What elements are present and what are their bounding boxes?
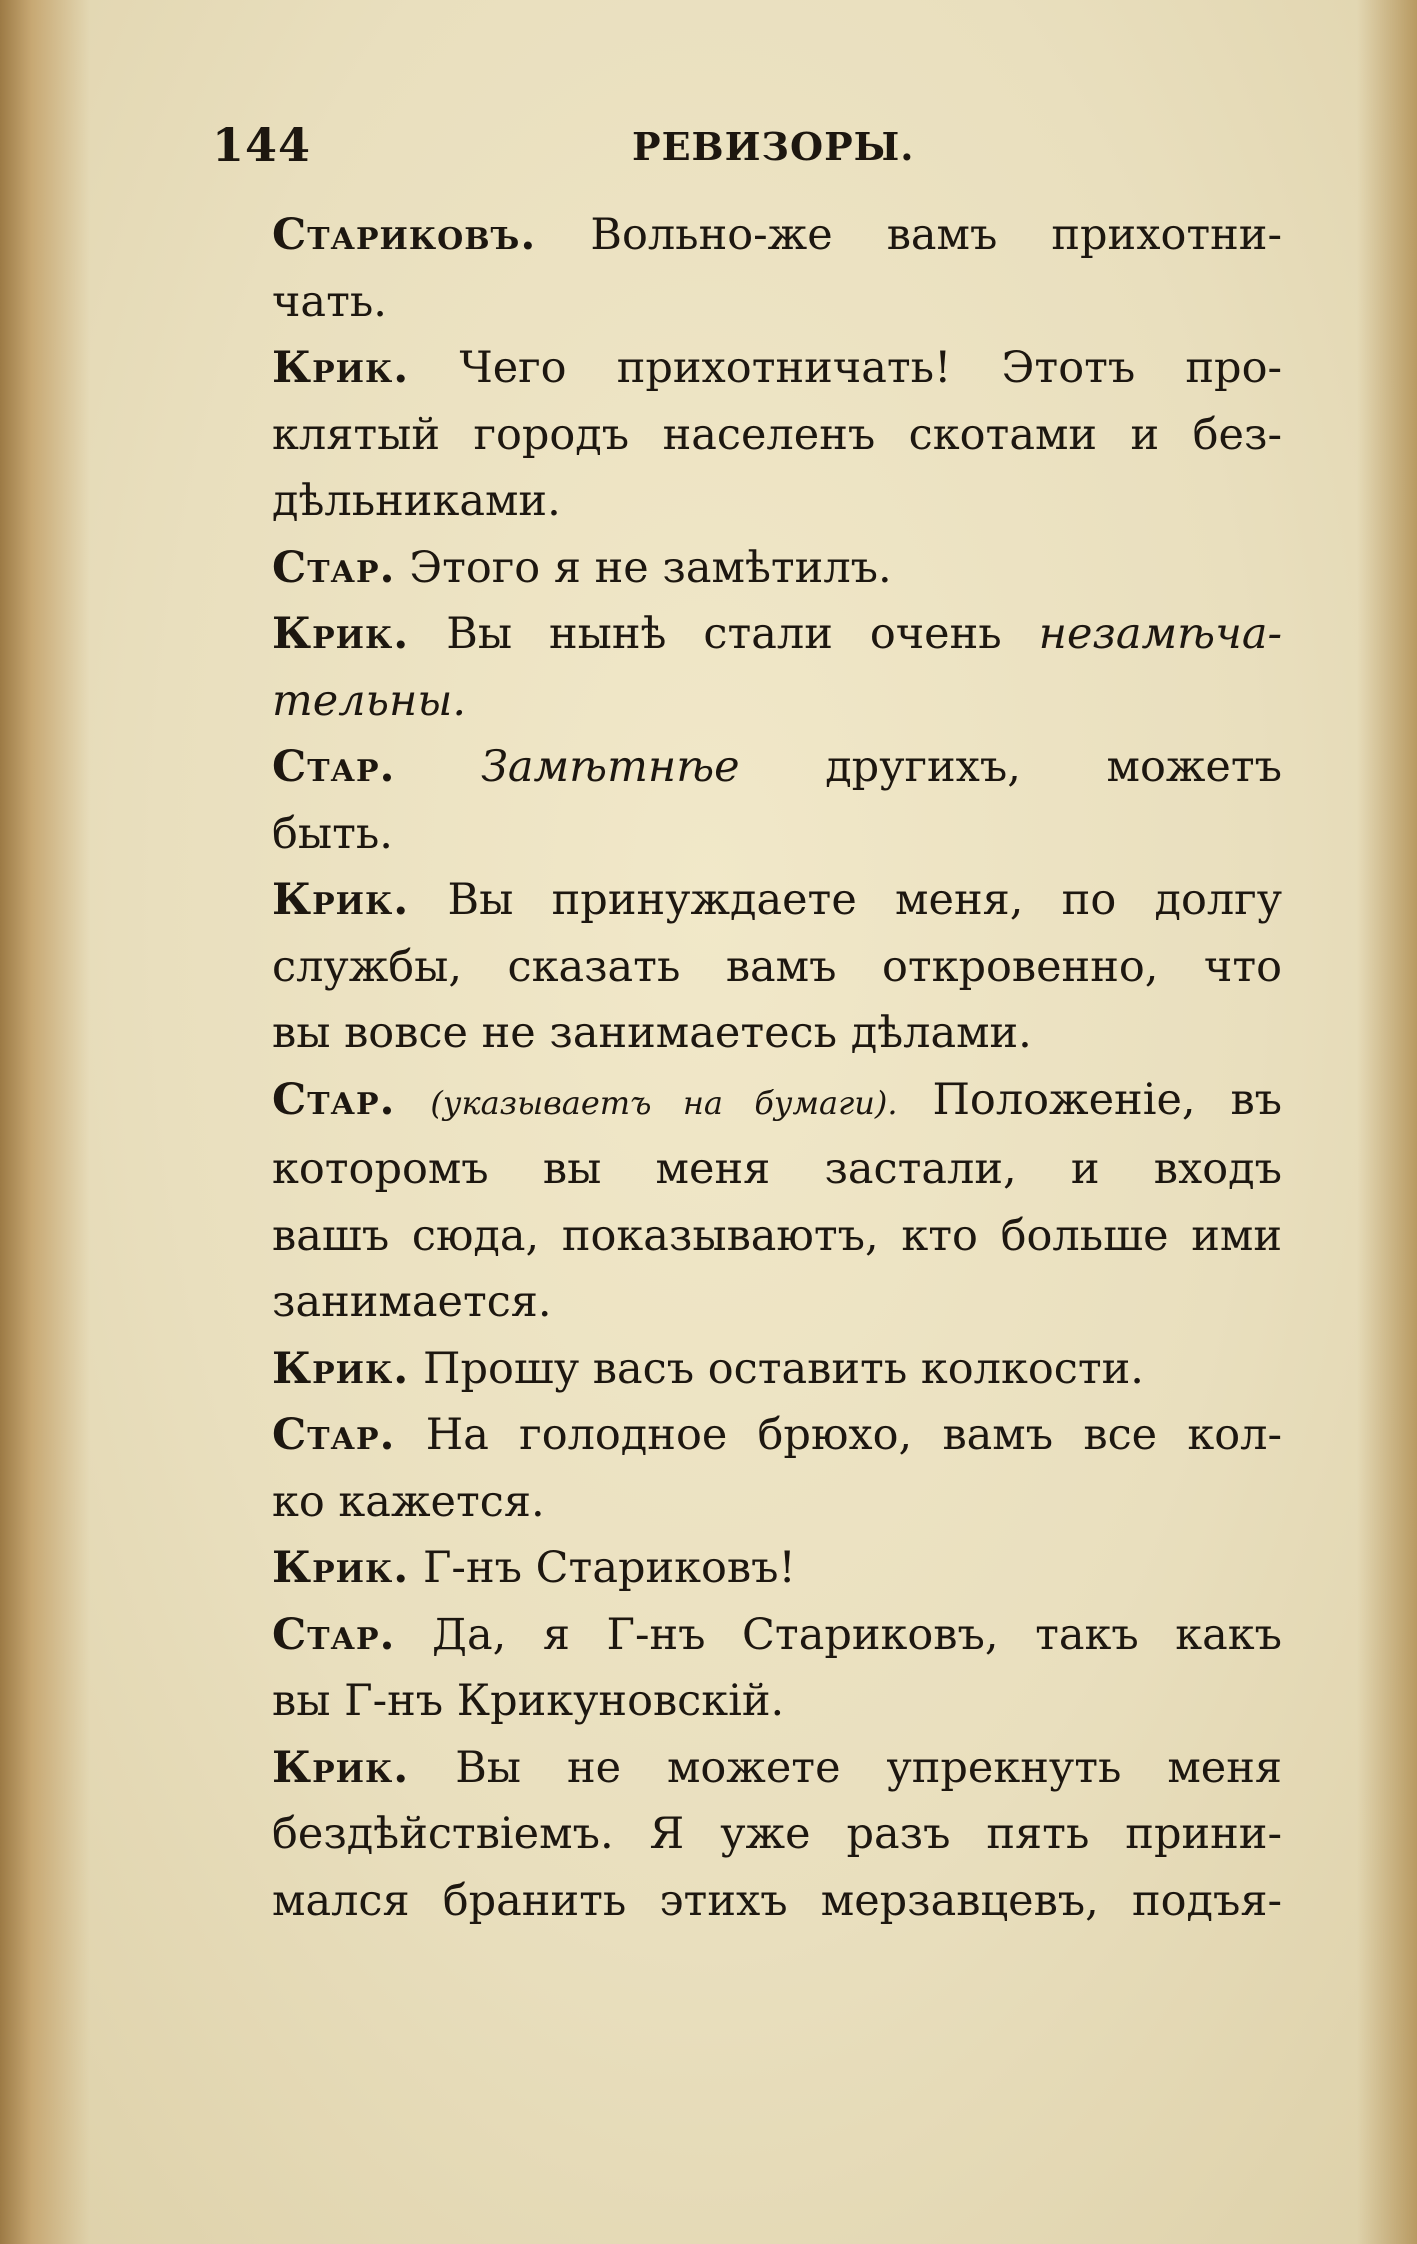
speaker-name: Стар. [272, 742, 396, 792]
dialogue-line: чать. [272, 276, 387, 327]
dialogue-line: Вы не можете упрекнуть меня [455, 1742, 1283, 1793]
dialogue-line: Вольно-же вамъ прихотни- [590, 210, 1282, 260]
emphasis-text: незамѣча- [1038, 609, 1282, 659]
dialogue-paragraph [222, 1067, 1282, 1336]
page-edge-shadow-right [1357, 0, 1417, 2244]
speaker-name: Крик. [272, 1343, 410, 1394]
speaker-name: Стар. [272, 1609, 396, 1660]
dialogue-line: которомъ вы меня застали, и входъ [272, 1144, 1282, 1194]
page-edge-shadow-left [0, 0, 90, 2244]
dialogue-line: Чего прихотничать! Этотъ про- [459, 343, 1282, 393]
page-text [222, 202, 1282, 1934]
page-number: 144 [212, 118, 312, 172]
dialogue-paragraph [222, 1336, 1282, 1403]
dialogue-paragraph [222, 1735, 1282, 1935]
dialogue-paragraph [222, 1535, 1282, 1602]
running-title: РЕВИЗОРЫ. [632, 124, 915, 169]
dialogue-line: Г-нъ Стариковъ! [422, 1543, 796, 1593]
dialogue-line: мался бранить этихъ мерзавцевъ, подъя- [272, 1875, 1282, 1926]
dialogue-line: ко кажется. [272, 1476, 545, 1527]
dialogue-line: Прошу васъ оставить колкости. [422, 1343, 1144, 1394]
dialogue-line: вашъ сюда, показываютъ, кто больше ими [272, 1210, 1282, 1261]
dialogue-line: Да, я Г-нъ Стариковъ, такъ какъ [432, 1609, 1282, 1660]
dialogue-line: другихъ, можетъ [825, 742, 1283, 792]
page-header [212, 118, 1292, 188]
dialogue-line: службы, сказать вамъ откровенно, что [272, 941, 1282, 992]
stage-direction: (указываетъ на бумаги). [430, 1083, 898, 1122]
dialogue-paragraph [222, 202, 1282, 335]
dialogue-line: Положеніе, въ [932, 1074, 1283, 1125]
dialogue-paragraph [222, 1602, 1282, 1735]
speaker-name: Стариковъ. [272, 210, 537, 260]
dialogue-paragraph [222, 335, 1282, 535]
dialogue-line: бездѣйствіемъ. Я уже разъ пять прини- [272, 1809, 1282, 1859]
emphasis-text: тельны. [272, 675, 467, 726]
dialogue-line: вы вовсе не занимаетесь дѣлами. [272, 1008, 1032, 1058]
dialogue-paragraph [222, 734, 1282, 867]
speaker-name: Стар. [272, 1074, 396, 1125]
dialogue-line: быть. [272, 808, 393, 859]
dialogue-line: занимается. [272, 1277, 552, 1327]
dialogue-paragraph [222, 867, 1282, 1067]
dialogue-paragraph: Крик. Вы нынѣ стали очень незамѣча- тельны. [222, 601, 1282, 734]
speaker-name: Крик. [272, 343, 410, 393]
dialogue-line: дѣльниками. [272, 476, 561, 526]
speaker-name: Крик. [272, 875, 410, 925]
dialogue-paragraph [222, 535, 1282, 602]
dialogue-line: клятый городъ населенъ скотами и без- [272, 409, 1282, 460]
emphasis-text: Замѣтнѣе [481, 742, 740, 792]
speaker-name: Крик. [272, 1742, 410, 1793]
speaker-name: Крик. [272, 609, 410, 659]
speaker-name: Стар. [272, 542, 396, 593]
dialogue-paragraph [222, 1402, 1282, 1535]
dialogue-line: вы Г-нъ Крикуновскій. [272, 1676, 785, 1726]
speaker-name: Крик. [272, 1543, 410, 1593]
dialogue-line: Вы принуждаете меня, по долгу [447, 875, 1282, 925]
speaker-name: Стар. [272, 1410, 396, 1460]
dialogue-line: Этого я не замѣтилъ. [409, 542, 892, 593]
dialogue-line: На голодное брюхо, вамъ все кол- [425, 1410, 1282, 1460]
